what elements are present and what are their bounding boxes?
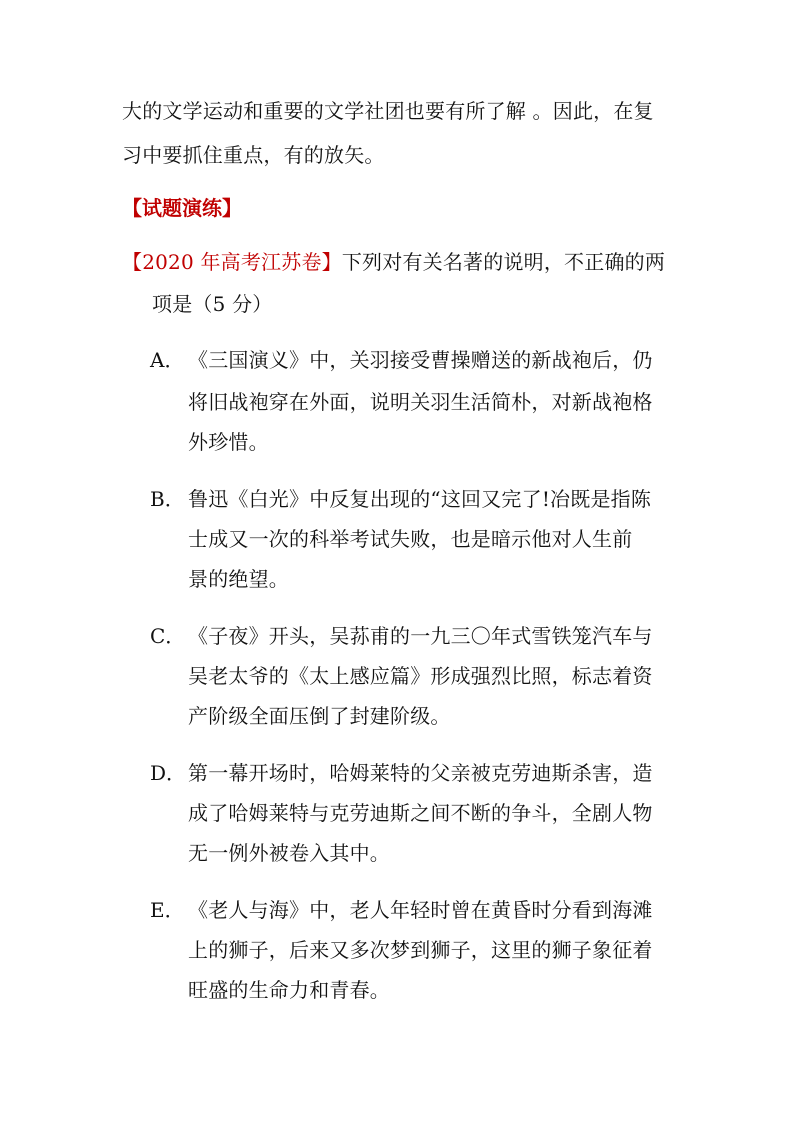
- option-e-line-2: 上的狮子，后来又多次梦到狮子，这里的狮子象征着: [188, 938, 653, 962]
- option-c-line-1: 《子夜》开头，吴荪甫的一九三〇年式雪铁笼汽车与: [188, 624, 653, 648]
- option-e-letter: E．: [150, 898, 185, 922]
- intro-line-1: 大的文学运动和重要的文学社团也要有所了解 。因此，在复: [122, 99, 654, 123]
- intro-line-2: 习中要抓住重点，有的放矢。: [122, 143, 385, 167]
- option-a-line-3: 外珍惜。: [188, 430, 269, 454]
- question-source: 【2020 年高考江苏卷】: [122, 250, 342, 274]
- option-d-line-1: 第一幕开场时，哈姆莱特的父亲被克劳迪斯杀害，造: [188, 761, 653, 785]
- option-a-line-1: 《三国演义》中，关羽接受曹操赠送的新战袍后，仍: [188, 348, 653, 372]
- option-a-letter: A．: [150, 348, 185, 372]
- question-stem-line-1: [122, 250, 665, 274]
- option-b-line-3: 景的绝望。: [188, 567, 289, 591]
- option-c-letter: C．: [150, 624, 186, 648]
- option-d-line-3: 无一例外被卷入其中。: [188, 841, 390, 865]
- option-c-line-2: 吴老太爷的《太上感应篇》形成强烈比照，标志着资: [188, 664, 653, 688]
- question-stem-text-1: 下列对有关名著的说明，不正确的两: [341, 250, 666, 274]
- option-d-letter: D．: [150, 761, 187, 785]
- option-a-line-2: 将旧战袍穿在外面，说明关羽生活简朴，对新战袍格: [188, 390, 653, 414]
- option-d-line-2: 成了哈姆莱特与克劳迪斯之间不断的争斗，全剧人物: [188, 801, 653, 825]
- question-stem-line-2: 项是（5 分）: [152, 292, 273, 316]
- option-b-letter: B．: [150, 487, 185, 511]
- option-b-line-2: 士成又一次的科举考试失败，也是暗示他对人生前: [188, 527, 633, 551]
- option-e-line-3: 旺盛的生命力和青春。: [188, 978, 390, 1002]
- option-e-line-1: 《老人与海》中，老人年轻时曾在黄昏时分看到海滩: [188, 898, 653, 922]
- option-c-line-3: 产阶级全面压倒了封建阶级。: [188, 704, 451, 728]
- option-b-line-1: 鲁迅《白光》中反复出现的“这回又完了!冶既是指陈: [188, 487, 652, 511]
- section-heading: 【试题演练】: [122, 196, 242, 220]
